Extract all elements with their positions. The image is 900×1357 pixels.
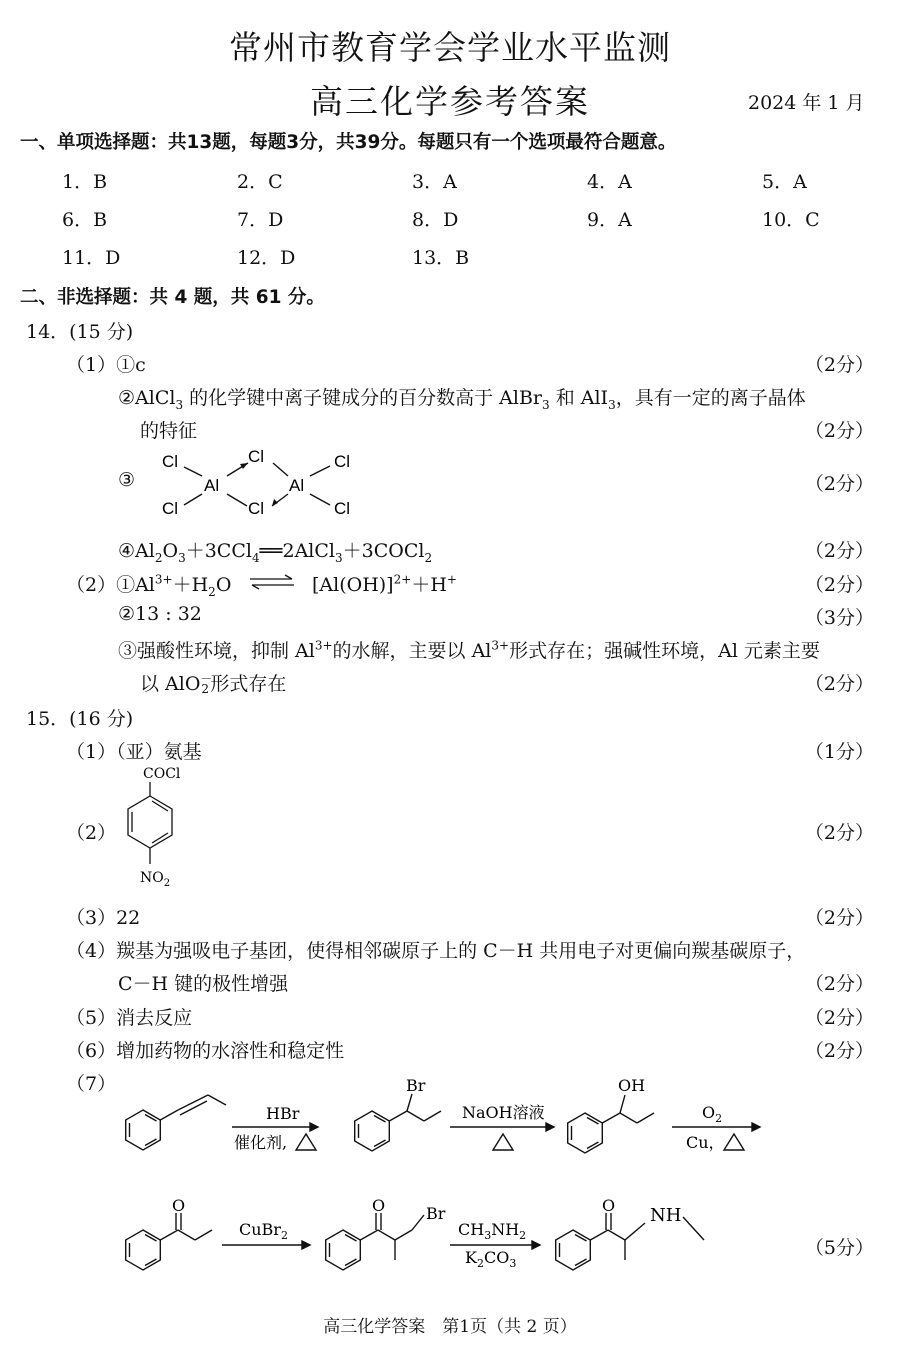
atom-label: O [602, 1196, 616, 1215]
atom-label: Cl [334, 452, 351, 471]
q14-p2-1-right: $[Al(OH)]^{2+}+H^+$ [312, 572, 457, 596]
score: （2分） [804, 673, 874, 695]
atom-label: O [372, 1196, 386, 1215]
score: （2分） [804, 907, 874, 929]
reagent-label: $O_2$ [702, 1103, 723, 1125]
atom-label: Al [204, 476, 220, 495]
atom-label: Cl [248, 447, 265, 466]
q14-p2-1-left: $(2)①Al^{3+}+H_2O$ [66, 572, 232, 599]
q15-p2: （2） [66, 822, 117, 844]
reagent-label: HBr [266, 1104, 300, 1123]
q15-p4-line2: C－H 键的极性增强 [118, 973, 289, 995]
q15-head: 15．(16 分) [26, 708, 134, 730]
score: （2分） [804, 354, 874, 376]
q15-p6: （6）增加药物的水溶性和稳定性 [66, 1040, 345, 1062]
nitrobenzoyl-chloride-structure [110, 762, 200, 892]
q14-head: 14．(15 分) [26, 321, 134, 343]
q15-p1: （1）（亚）氨基 [66, 741, 202, 763]
score: （2分） [804, 822, 874, 844]
equilibrium-arrow [248, 574, 296, 590]
atom-label: Cl [248, 499, 265, 518]
answer-item: 7．D [237, 209, 284, 231]
page-footer: 高三化学答案 第1页（共 2 页） [323, 1317, 577, 1337]
title-line-2: 高三化学参考答案 [310, 82, 590, 121]
answer-item: 9．A [587, 209, 632, 231]
al2cl6-structure [150, 442, 380, 522]
answer-item: 6．B [62, 209, 108, 231]
score: （2分） [804, 473, 874, 495]
q14-p2-3-line2: 以 AlO － 2 形式存在 [140, 672, 287, 696]
reagent-label: NaOH溶液 [462, 1103, 545, 1122]
reagent-label: $CH_3NH_2$ [458, 1220, 527, 1242]
answer-item: 4．A [587, 171, 632, 193]
answer-item: 13．B [412, 247, 470, 269]
group-label: $NO_2$ [140, 870, 171, 889]
atom-label: Cl [162, 499, 179, 518]
score: （5分） [804, 1237, 874, 1259]
section-1-title: 一、单项选择题：共13题，每题3分，共39分。每题只有一个选项最符合题意。 [20, 132, 677, 153]
atom-label: O [172, 1196, 186, 1215]
atom-label: OH [618, 1076, 646, 1095]
atom-label: Cl [334, 499, 351, 518]
q15-p4-line1: （4）羰基为强吸电子基团，使得相邻碳原子上的 C－H 共用电子对更偏向羰基碳原子， [66, 940, 806, 962]
section-2-title: 二、非选择题：共 4 题，共 61 分。 [20, 287, 325, 308]
q14-p2-2: ②13 : 32 [118, 603, 202, 625]
synthesis-route [0, 1065, 900, 1305]
answer-item: 8．D [412, 209, 459, 231]
atom-label: NH [650, 1205, 682, 1226]
q15-p7: （7） [66, 1073, 117, 1095]
score: （2分） [804, 540, 874, 562]
answer-item: 11．D [62, 247, 121, 269]
q15-p3: （3）22 [66, 907, 141, 929]
reagent-label: $K_2CO_3$ [465, 1248, 517, 1270]
reagent-label: CuBr$_2$ [239, 1220, 288, 1242]
atom-label: Al [289, 476, 305, 495]
score: （1分） [804, 741, 874, 763]
answer-item: 3．A [412, 171, 457, 193]
answer-item: 1．B [62, 171, 108, 193]
q14-p1-2-line1: ②AlCl$_3$ 的化学键中离子键成分的百分数高于 AlBr$_3$ 和 AlI$_3$，具有一定的离子晶体 [118, 387, 806, 412]
score: （3分） [804, 607, 874, 629]
atom-label: Br [426, 1204, 446, 1223]
group-label: COCl [143, 766, 181, 782]
q14-p2-3-line1: ③强酸性环境，抑制 $Al^{3+}$的水解，主要以 $Al^{3+}$形式存在；强碱性环境，Al 元素主要 [118, 638, 820, 662]
q15-p5: （5）消去反应 [66, 1007, 193, 1029]
answer-item: 10．C [762, 209, 820, 231]
answer-item: 12．D [237, 247, 296, 269]
title-line-1: 常州市教育学会学业水平监测 [229, 28, 671, 67]
answer-item: 2．C [237, 171, 283, 193]
q14-p1-4: $④Al_2O_3+3CCl_4══2AlCl_3+3COCl_2$ [118, 540, 433, 565]
q14-p1-3: ③ [118, 469, 136, 491]
score: （2分） [804, 973, 874, 995]
exam-date: 2024 年 1 月 [748, 92, 865, 114]
answer-item: 5．A [762, 171, 807, 193]
atom-label: Cl [162, 452, 179, 471]
score: （2分） [804, 420, 874, 442]
q14-p1-1: （1）①c [66, 354, 146, 376]
score: （2分） [804, 1007, 874, 1029]
q14-p1-2-line2: 的特征 [140, 420, 198, 442]
score: （2分） [804, 1040, 874, 1062]
reagent-label: 催化剂, [234, 1133, 288, 1152]
atom-label: Br [406, 1076, 426, 1095]
reagent-label: Cu， [686, 1133, 725, 1152]
score: （2分） [804, 574, 874, 596]
